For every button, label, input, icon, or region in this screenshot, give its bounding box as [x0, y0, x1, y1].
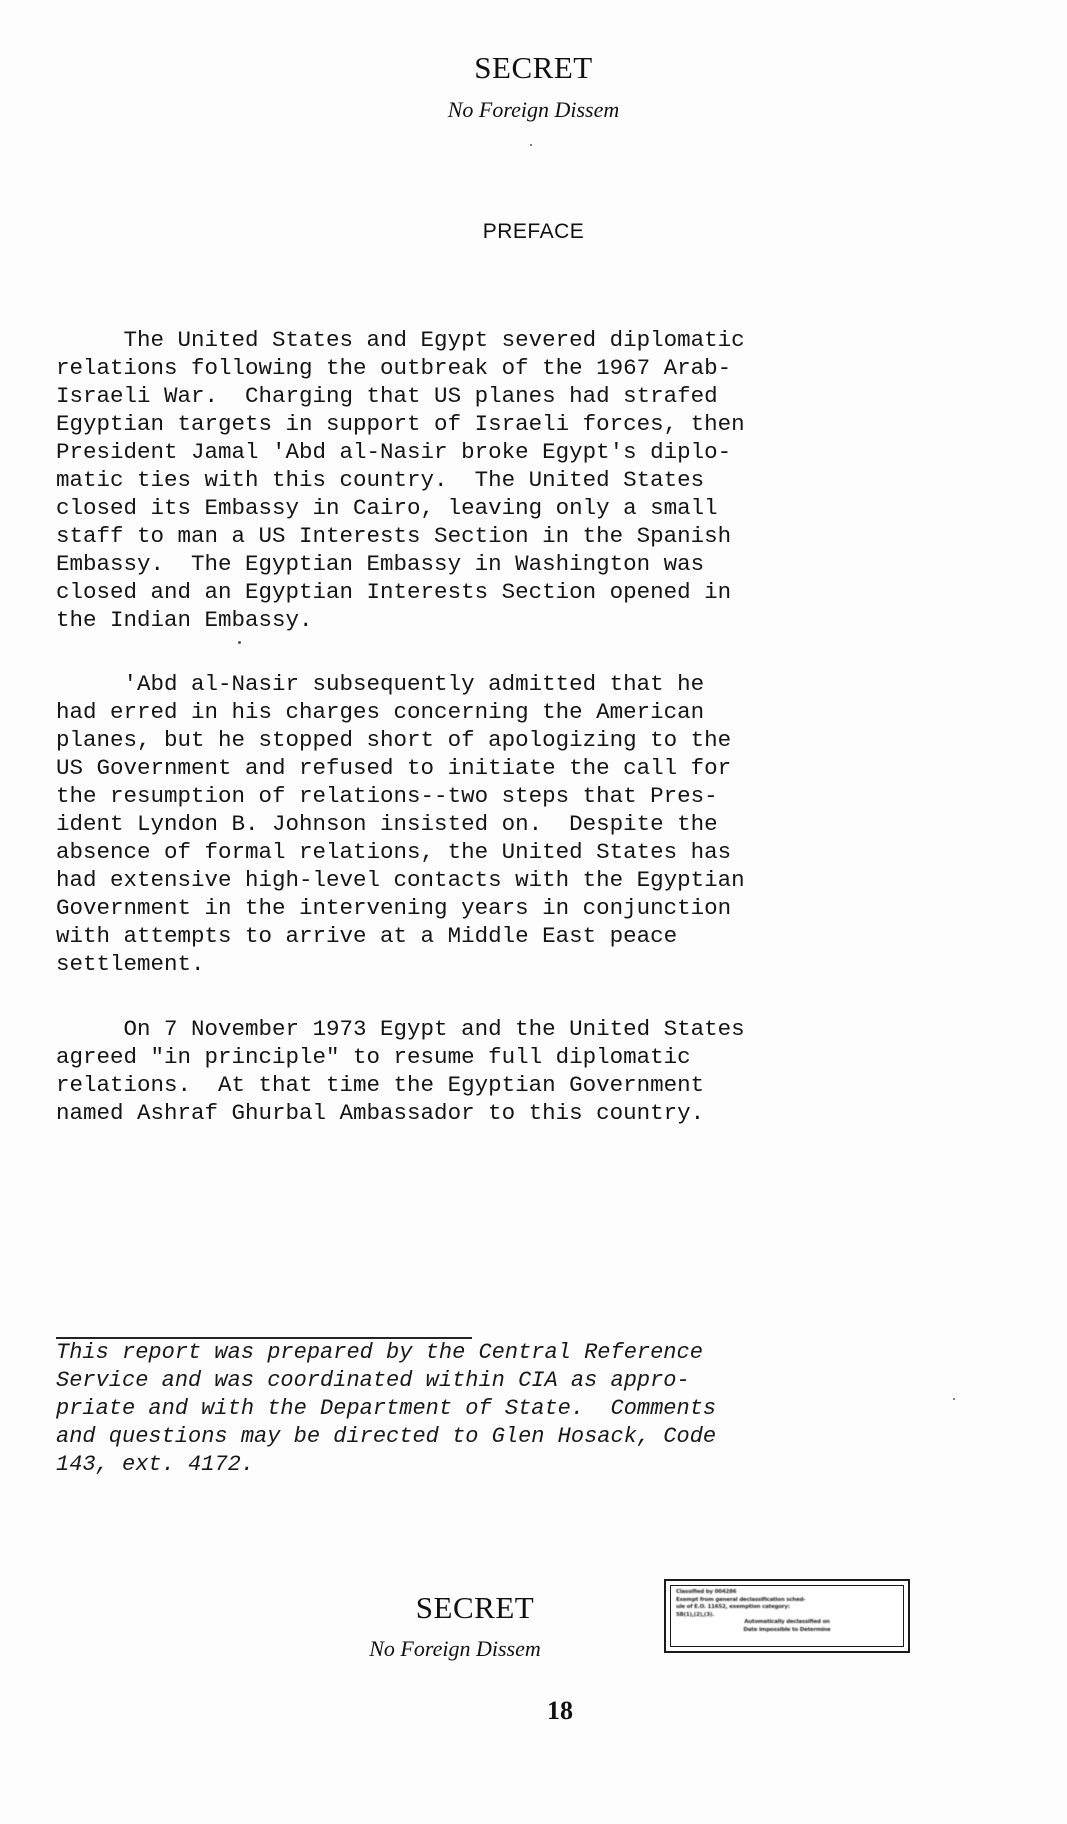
bottom-classification-marking: SECRET	[415, 1590, 535, 1625]
stamp-line: Date impossible to Determine	[743, 1626, 831, 1633]
preface-paragraph-2: 'Abd al-Nasir subsequently admitted that he had erred in his charges concerning the American planes, but he stopped short of apologizing to the US Government and refused to initiate the call for the resumption of relations--two steps that Pres- ident Lyndon B. Johnson insisted on. Despite the absence of formal relations, the United States has had extensive high-level contacts with the Egyptian Government in the intervening years in conjunction with attempts to arrive at a Middle East peace settlement.	[56, 671, 745, 977]
top-classification-marking: SECRET	[474, 50, 593, 85]
stamp-line: Classified by 004286	[676, 1589, 737, 1595]
stamp-line: 5B(1),(2),(3).	[676, 1611, 715, 1618]
scan-speck	[238, 641, 241, 644]
scan-speck	[530, 144, 532, 146]
preface-paragraph-3: On 7 November 1973 Egypt and the United States agreed "in principle" to resume full diplomatic relations. At that time the Egyptian Government named Ashraf Ghurbal Ambassador to this country.	[56, 1016, 745, 1126]
stamp-line: Automatically declassified on	[744, 1619, 830, 1625]
bottom-dissemination-marking: No Foreign Dissem	[369, 1636, 541, 1661]
declassification-stamp	[664, 1579, 910, 1653]
top-dissemination-marking: No Foreign Dissem	[447, 97, 620, 122]
preface-paragraph-1: The United States and Egypt severed diplomatic relations following the outbreak of the 1967 Arab- Israeli War. Charging that US planes had strafed Egyptian targets in support of Israeli forces, then President Jamal 'Abd al-Nasir broke Egypt's diplo- matic ties with this country. The United States closed its Embassy in Cairo, leaving only a small staff to man a US Interests Section in the Spanish Embassy. The Egyptian Embassy in Washington was closed and an Egyptian Interests Section opened in the Indian Embassy.	[56, 327, 745, 633]
stamp-line: Exempt from general declassification sched-	[676, 1596, 806, 1603]
footnote-text: This report was prepared by the Central Reference Service and was coordinated within CIA as appro- priate and with the Department of State. Comments and questions may be directed to Glen Hosack, Code 143, ext. 4172.	[56, 1340, 717, 1477]
preface-heading: PREFACE	[482, 220, 585, 243]
stamp-line: ule of E.O. 11652, exemption category:	[676, 1604, 790, 1610]
declassification-stamp-inner	[670, 1585, 904, 1647]
scan-speck	[953, 1398, 955, 1400]
page-number: 18	[547, 1696, 573, 1725]
